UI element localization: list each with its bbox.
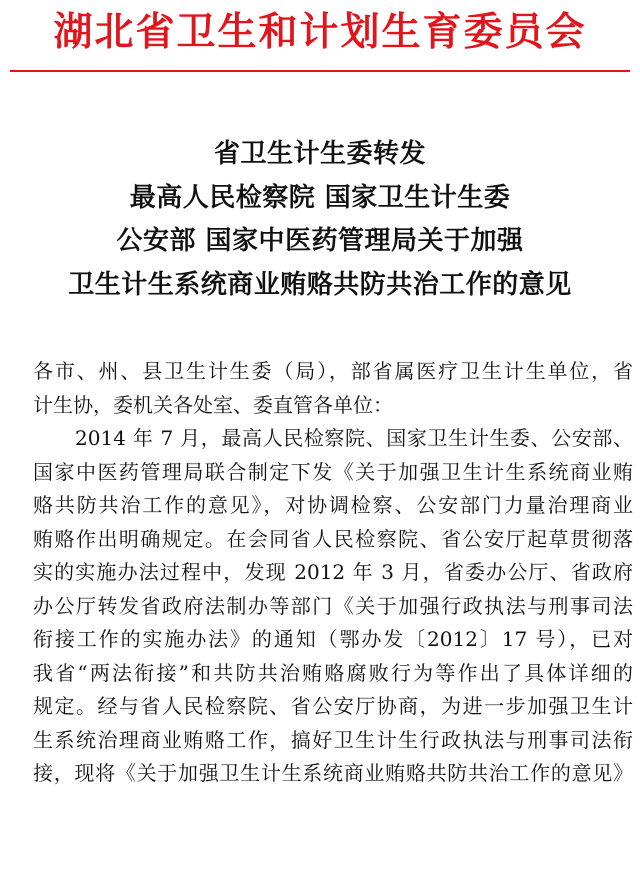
title-line: 公安部 国家中医药管理局关于加强 <box>116 226 524 256</box>
salutation-line: 各市、州、县卫生计生委（局），部省属医疗卫生计生单位，省 <box>33 359 633 383</box>
title-line: 省卫生计生委转发 <box>213 139 426 169</box>
body-line: 贿赂作出明确规定。在会同省人民检察院、省公安厅起草贯彻落 <box>33 526 633 551</box>
body-line: 2014 年 7 月，最高人民检察院、国家卫生计生委、公安部、 <box>75 426 633 450</box>
issuing-organization-header: 湖北省卫生和计划生育委员会 <box>53 9 587 55</box>
body-line: 赂共防共治工作的意见》，对协调检察、公安部门力量治理商业 <box>33 493 633 517</box>
body-line: 办公厅转发省政府法制办等部门《关于加强行政执法与刑事司法 <box>33 593 633 618</box>
body-line: 生系统治理商业贿赂工作，搞好卫生计生行政执法与刑事司法衔 <box>33 727 633 752</box>
body-line: 我省“两法衔接”和共防共治贿赂腐败行为等作出了具体详细的 <box>33 660 633 685</box>
document-body <box>33 355 633 791</box>
header-red-rule <box>10 70 630 72</box>
salutation-line: 计生协，委机关各处室、委直管各单位： <box>33 392 393 417</box>
body-line: 接，现将《关于加强卫生计生系统商业贿赂共防共治工作的意见》 <box>33 761 633 785</box>
document-title <box>0 133 640 307</box>
body-line: 国家中医药管理局联合制定下发《关于加强卫生计生系统商业贿 <box>33 459 633 484</box>
title-line: 卫生计生系统商业贿赂共防共治工作的意见 <box>68 269 572 300</box>
body-line: 实的实施办法过程中，发现 2012 年 3 月，省委办公厅、省政府 <box>33 560 633 584</box>
title-line: 最高人民检察院 国家卫生计生委 <box>129 182 511 213</box>
body-line: 规定。经与省人民检察院、省公安厅协商，为进一步加强卫生计 <box>33 694 633 718</box>
body-line: 衔接工作的实施办法》的通知（鄂办发〔2012〕17 号），已对 <box>33 627 633 651</box>
